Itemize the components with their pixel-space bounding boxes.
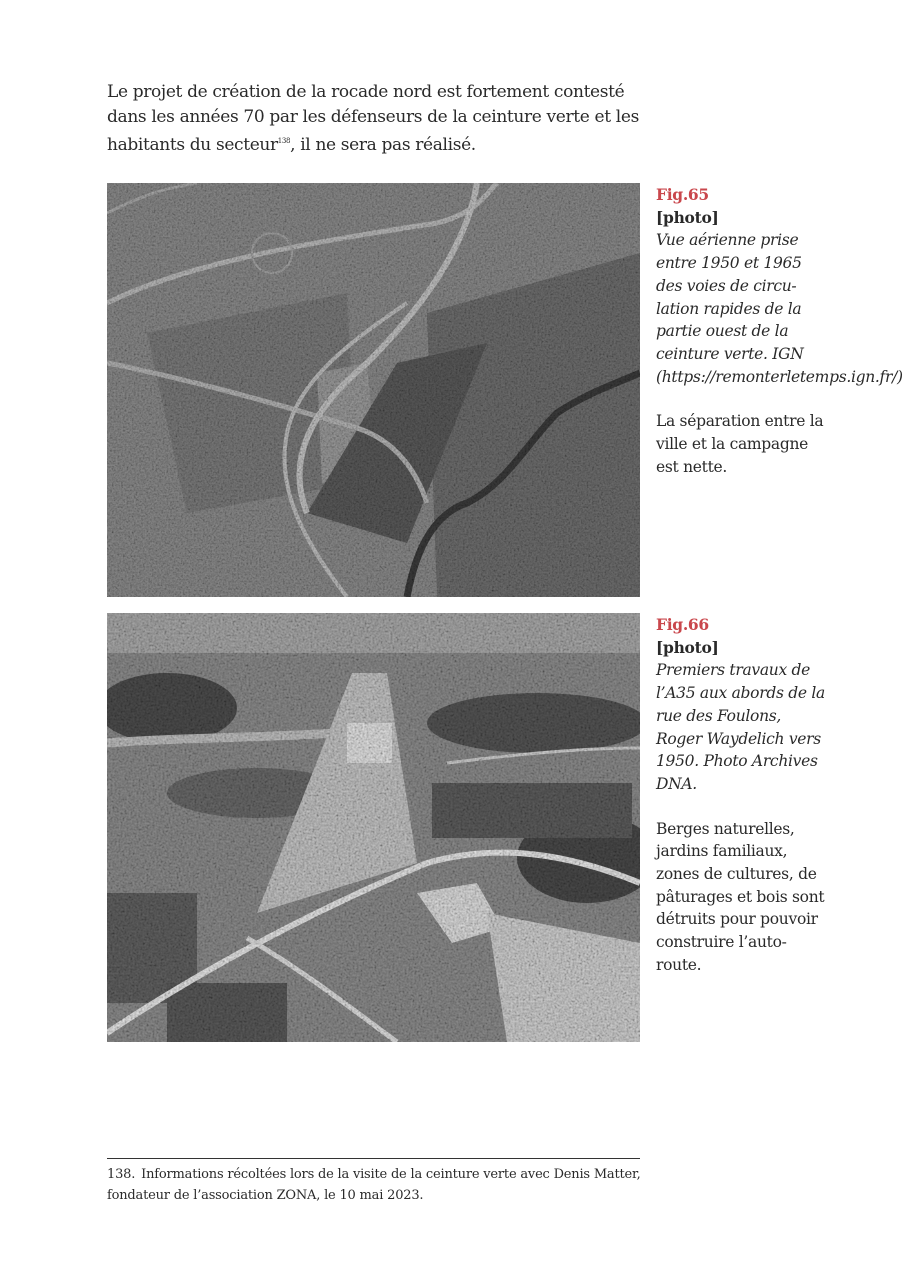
intro-paragraph: [107, 80, 652, 158]
footnote-divider: [107, 1158, 640, 1159]
figure-note: Berges naturelles, jardins familiaux, zones de cultures, de pâturages et bois sont détruits pour pouvoir construire l’autoroute.: [656, 819, 825, 974]
figure-label: Fig.65: [656, 185, 709, 204]
footnote-reference[interactable]: 138: [277, 137, 291, 145]
figure-66-caption: [656, 614, 826, 977]
footnote-number: 138.: [107, 1167, 136, 1182]
footnote: [107, 1164, 647, 1206]
aerial-photo-graphic: [107, 183, 640, 597]
figure-type: [photo]: [656, 637, 719, 657]
intro-text-end: , il ne sera pas réalisé.: [290, 135, 476, 155]
figure-label: Fig.66: [656, 615, 709, 634]
figure-note: La séparation entre la ville et la campagne est nette.: [656, 412, 824, 476]
figure-type: [photo]: [656, 207, 719, 227]
figure-description: Vue aérienne prise entre 1950 et 1965 des voies de circulation rapides de la partie ouest de la ceinture verte. IGN (https://remonterletemps.ign.fr/): [656, 231, 903, 386]
figure-65-caption: [656, 184, 903, 478]
footnote-text: Informations récoltées lors de la visite de la ceinture verte avec Denis Matter, fondateur de l’association ZONA, le 10 mai 2023.: [107, 1167, 641, 1203]
figure-description: Premiers travaux de l’A35 aux abords de la rue des Foulons, Roger Waydelich vers 1950. Photo Archives DNA.: [656, 661, 825, 793]
construction-photo-graphic: [107, 613, 640, 1042]
figure-66-photo: [107, 613, 640, 1042]
figure-65-photo: [107, 183, 640, 597]
intro-text: Le projet de création de la rocade nord est fortement contesté dans les années 70 par les défenseurs de la ceinture verte et les habitants du secteur: [107, 82, 639, 155]
